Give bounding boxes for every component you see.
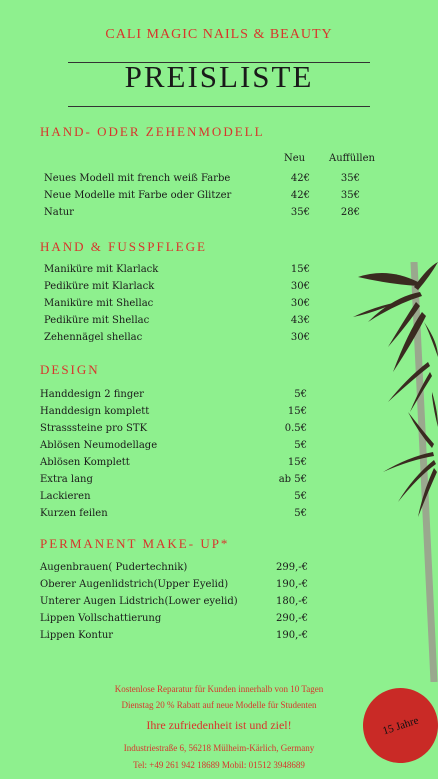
item-name: Handdesign 2 finger bbox=[40, 389, 144, 400]
list-item bbox=[40, 490, 307, 504]
list-item bbox=[40, 388, 307, 402]
item-name: Zehennägel shellac bbox=[44, 332, 143, 343]
item-price-auffuellen: 28€ bbox=[340, 207, 360, 218]
section-title-makeup: PERMANENT MAKE- UP* bbox=[40, 536, 230, 551]
item-name: Ablösen Neumodellage bbox=[40, 440, 158, 451]
list-item bbox=[40, 561, 308, 575]
item-name: Kurzen feilen bbox=[40, 508, 108, 519]
title-rule-bottom bbox=[68, 106, 370, 107]
list-item bbox=[44, 331, 310, 345]
item-name: Augenbrauen( Pudertechnik) bbox=[40, 562, 188, 573]
footer-slogan: Ihre zufriedenheit ist und ziel! bbox=[146, 718, 292, 732]
list-item bbox=[44, 172, 374, 186]
list-item bbox=[40, 439, 307, 453]
item-price: 15€ bbox=[287, 406, 307, 417]
item-name: Pediküre mit Klarlack bbox=[44, 281, 155, 292]
item-price: 30€ bbox=[290, 281, 310, 292]
list-item bbox=[40, 612, 308, 626]
list-item bbox=[44, 297, 310, 311]
item-price-neu: 42€ bbox=[290, 190, 310, 201]
list-item bbox=[40, 422, 307, 436]
list-item bbox=[44, 280, 310, 294]
item-price: 290,-€ bbox=[275, 613, 308, 624]
item-name: Neues Modell mit french weiß Farbe bbox=[44, 173, 231, 184]
item-name: Strasssteine pro STK bbox=[40, 423, 148, 434]
list-item bbox=[44, 206, 374, 220]
item-name: Pediküre mit Shellac bbox=[44, 315, 150, 326]
list-item bbox=[40, 578, 308, 592]
item-price: 5€ bbox=[294, 491, 307, 502]
item-name: Oberer Augenlidstrich(Upper Eyelid) bbox=[40, 579, 229, 590]
anniversary-badge-text: 15 Jahre bbox=[381, 714, 420, 737]
list-item bbox=[40, 595, 308, 609]
list-item bbox=[44, 189, 374, 203]
item-price-neu: 42€ bbox=[290, 173, 310, 184]
section-title-design: DESIGN bbox=[40, 362, 100, 377]
list-item bbox=[40, 507, 307, 521]
item-name: Maniküre mit Klarlack bbox=[44, 264, 159, 275]
list-item bbox=[44, 263, 310, 277]
item-name: Handdesign komplett bbox=[40, 406, 150, 417]
item-price-auffuellen: 35€ bbox=[340, 173, 360, 184]
item-price: 15€ bbox=[287, 457, 307, 468]
footer-address: Industriestraße 6, 56218 Mülheim-Kärlich, Germany bbox=[123, 743, 315, 753]
list-item bbox=[44, 314, 310, 328]
item-name: Extra lang bbox=[40, 474, 93, 485]
item-price: 5€ bbox=[294, 508, 307, 519]
item-price: 5€ bbox=[294, 440, 307, 451]
footer-contact: Tel: +49 261 942 18689 Mobil: 01512 3948689 bbox=[133, 760, 305, 770]
brand-name: CALI MAGIC NAILS & BEAUTY bbox=[105, 27, 333, 42]
section-title-modell: HAND- ODER ZEHENMODELL bbox=[40, 124, 265, 139]
item-price: 190,-€ bbox=[275, 630, 308, 641]
item-price: 299,-€ bbox=[275, 562, 308, 573]
column-header-auffuellen: Auffüllen bbox=[329, 153, 375, 164]
item-name: Lippen Kontur bbox=[40, 630, 114, 641]
section-title-pflege: HAND & FUSSPFLEGE bbox=[40, 239, 207, 254]
item-price: 15€ bbox=[290, 264, 310, 275]
item-name: Lackieren bbox=[40, 491, 91, 502]
item-price: 43€ bbox=[290, 315, 310, 326]
list-item bbox=[40, 629, 308, 643]
item-name: Natur bbox=[44, 207, 74, 218]
item-name: Lippen Vollschattierung bbox=[40, 613, 162, 624]
footer-discount-note: Dienstag 20 % Rabatt auf neue Modelle für Studenten bbox=[121, 700, 317, 710]
item-price: 190,-€ bbox=[275, 579, 308, 590]
item-name: Maniküre mit Shellac bbox=[44, 298, 154, 309]
page-title: PREISLISTE bbox=[124, 59, 314, 94]
item-name: Ablösen Komplett bbox=[40, 457, 130, 468]
column-header-neu: Neu bbox=[284, 153, 306, 164]
item-price: 30€ bbox=[290, 298, 310, 309]
list-item bbox=[40, 456, 307, 470]
item-name: Unterer Augen Lidstrich(Lower eyelid) bbox=[40, 596, 238, 607]
item-price: ab 5€ bbox=[278, 474, 307, 485]
footer-repair-note: Kostenlose Reparatur für Kunden innerhalb von 10 Tagen bbox=[114, 684, 324, 694]
item-price: 30€ bbox=[290, 332, 310, 343]
item-price: 5€ bbox=[294, 389, 307, 400]
item-price-neu: 35€ bbox=[290, 207, 310, 218]
item-price-auffuellen: 35€ bbox=[340, 190, 360, 201]
list-item bbox=[40, 473, 307, 487]
item-price: 0.5€ bbox=[284, 423, 307, 434]
item-price: 180,-€ bbox=[275, 596, 308, 607]
bamboo-leaves-decoration bbox=[348, 262, 438, 682]
list-item bbox=[40, 405, 307, 419]
item-name: Neue Modelle mit Farbe oder Glitzer bbox=[44, 190, 232, 201]
